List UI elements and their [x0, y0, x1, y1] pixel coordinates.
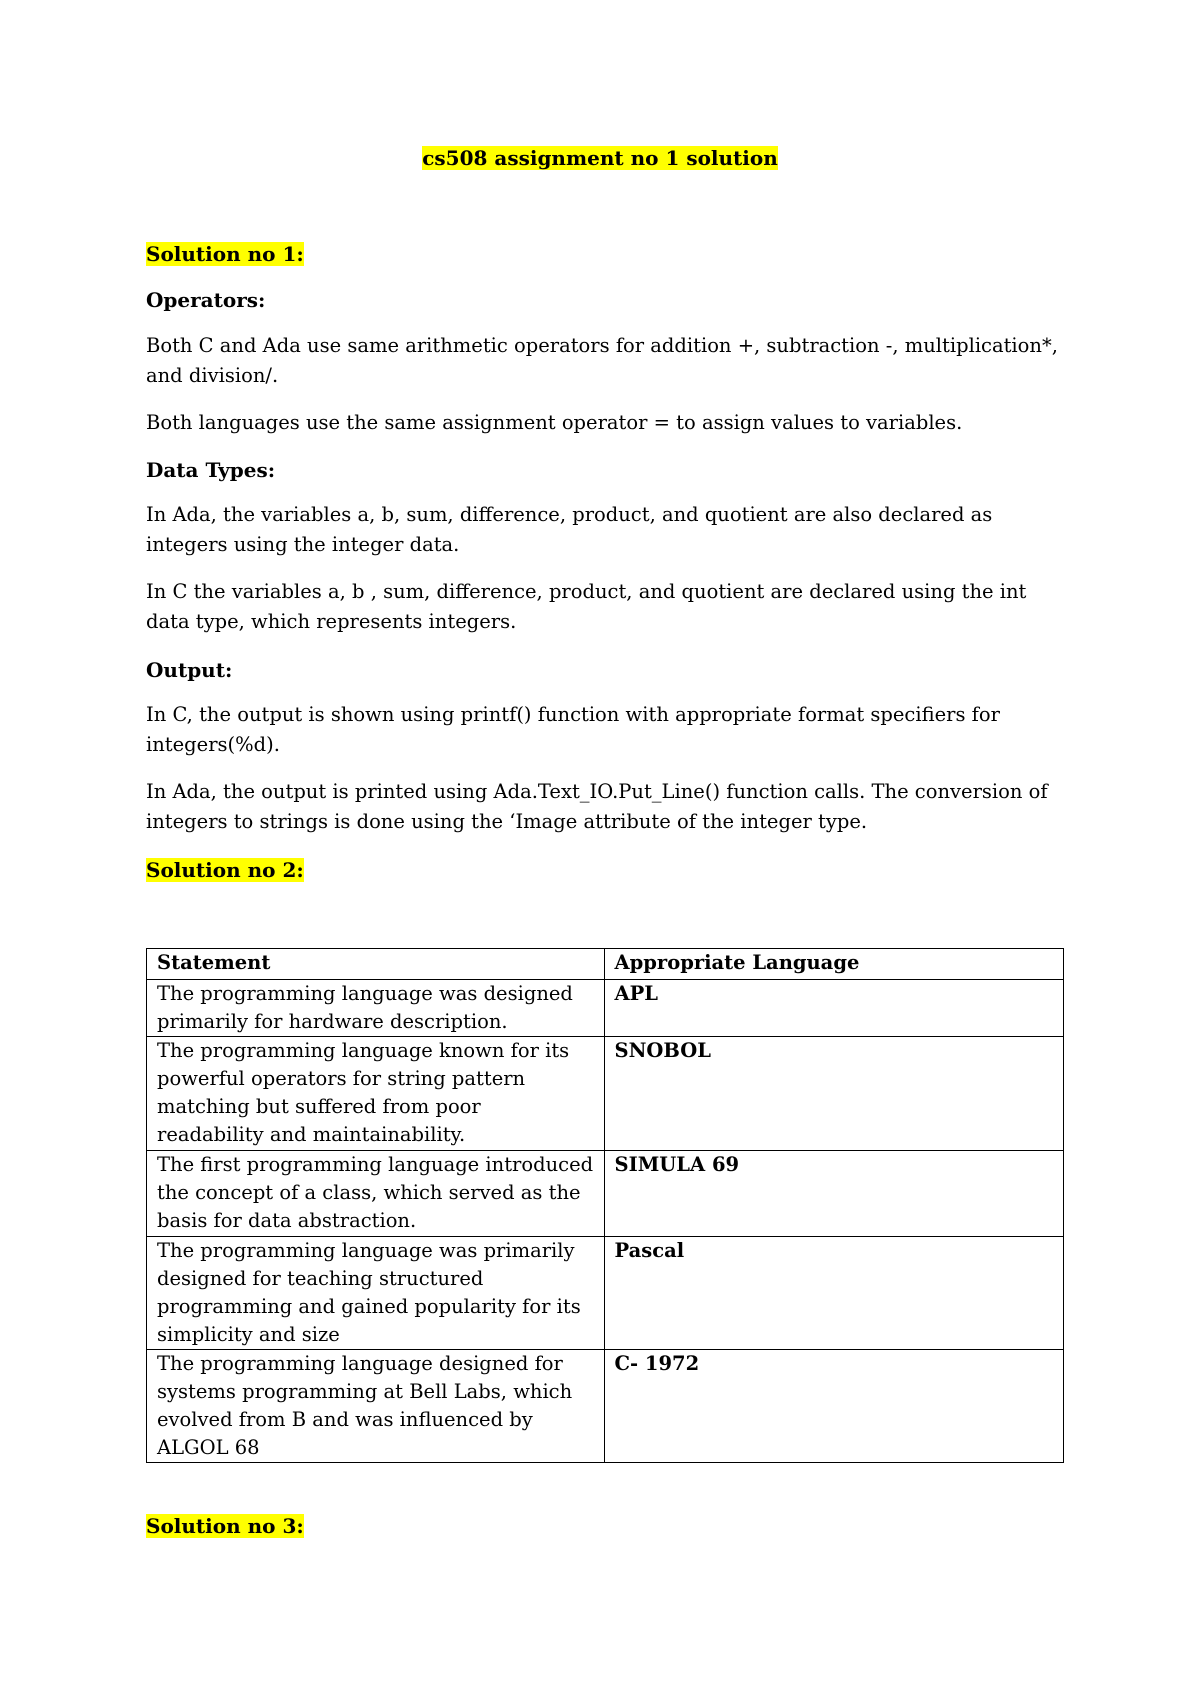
table-row — [147, 980, 1064, 1037]
language-cell: Pascal — [604, 1237, 1063, 1350]
output-paragraph-1: In C, the output is shown using printf() function with appropriate format specifiers for integers(%d). — [146, 703, 1000, 756]
operators-paragraph-2: Both languages use the same assignment operator = to assign values to variables. — [146, 411, 963, 434]
operators-paragraph-1: Both C and Ada use same arithmetic operators for addition +, subtraction -, multiplication*, and division/. — [146, 334, 1058, 387]
data-types-paragraph-1: In Ada, the variables a, b, sum, difference, product, and quotient are also declared as integers using the integer data. — [146, 503, 993, 556]
table-row — [147, 1151, 1064, 1237]
solution-2-heading — [146, 856, 304, 884]
document-title — [0, 146, 1200, 170]
language-cell: APL — [604, 980, 1063, 1037]
data-types-heading: Data Types: — [146, 458, 276, 482]
table-row — [147, 1350, 1064, 1463]
header-appropriate-language: Appropriate Language — [604, 949, 1063, 980]
header-statement: Statement — [147, 949, 605, 980]
language-table — [146, 948, 1064, 1463]
statement-cell: The programming language designed for systems programming at Bell Labs, which evolved from B and was influenced by ALGOL 68 — [147, 1350, 605, 1463]
output-heading: Output: — [146, 658, 233, 682]
operators-heading: Operators: — [146, 288, 266, 312]
output-paragraph-2: In Ada, the output is printed using Ada.Text_IO.Put_Line() function calls. The conversion of integers to strings is done using the ‘Image attribute of the integer type. — [146, 780, 1048, 833]
solution-3-heading-text: Solution no 3: — [146, 1514, 304, 1538]
solution-3-heading — [146, 1512, 304, 1540]
language-cell: SNOBOL — [604, 1037, 1063, 1151]
data-types-paragraph-2: In C the variables a, b , sum, difference, product, and quotient are declared using the int data type, which represents integers. — [146, 580, 1027, 633]
table-row — [147, 1037, 1064, 1151]
statement-cell: The programming language was primarily designed for teaching structured programming and gained popularity for its simplicity and size — [147, 1237, 605, 1350]
title-highlight: cs508 assignment no 1 solution — [422, 146, 778, 170]
language-cell: SIMULA 69 — [604, 1151, 1063, 1237]
table-row — [147, 1237, 1064, 1350]
statement-cell: The programming language was designed primarily for hardware description. — [147, 980, 605, 1037]
solution-1-heading-text: Solution no 1: — [146, 242, 304, 266]
solution-2-heading-text: Solution no 2: — [146, 858, 304, 882]
language-cell: C- 1972 — [604, 1350, 1063, 1463]
solution-1-heading — [146, 240, 304, 268]
statement-cell: The first programming language introduced the concept of a class, which served as the basis for data abstraction. — [147, 1151, 605, 1237]
table-header-row — [147, 949, 1064, 980]
statement-cell: The programming language known for its powerful operators for string pattern matching but suffered from poor readability and maintainability. — [147, 1037, 605, 1151]
